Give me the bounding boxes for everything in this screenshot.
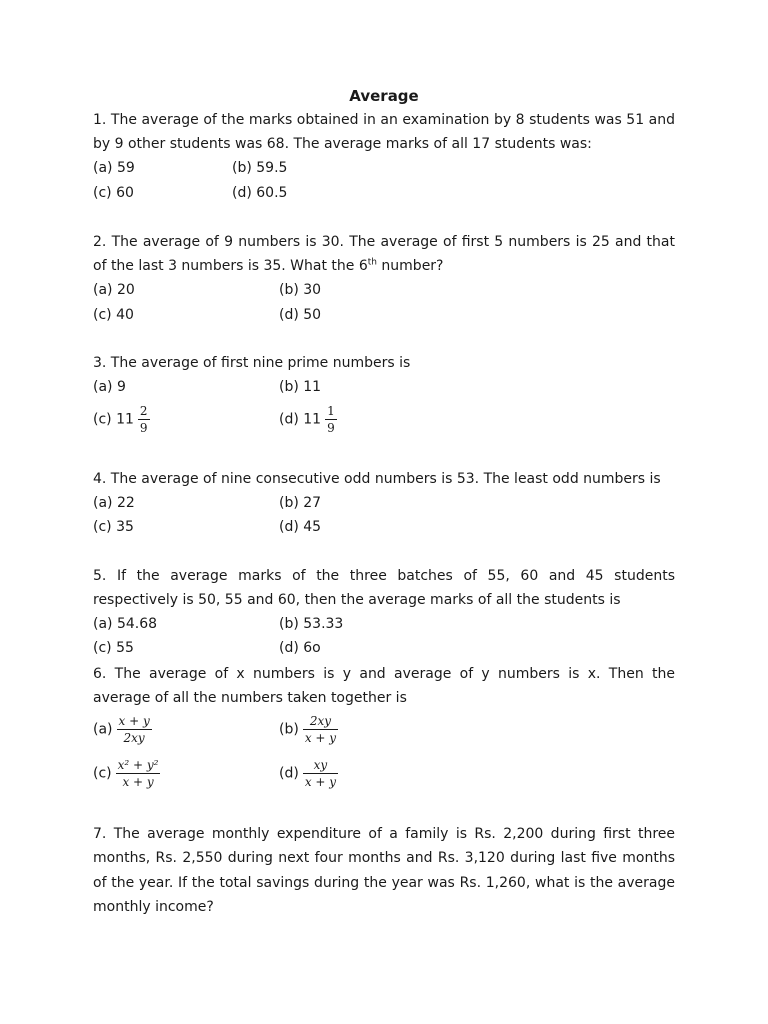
question-4-option-a: (a) 22 xyxy=(93,495,135,511)
fraction-numerator: 2 xyxy=(139,404,148,418)
page-title: Average xyxy=(349,87,419,105)
question-6-text: 6. The average of x numbers is y and average of y numbers is x. Then the average of all the numbers taken together is xyxy=(93,666,675,707)
question-6-option-a-fraction xyxy=(117,714,152,745)
question-3-option-d-fraction xyxy=(325,404,337,435)
question-6-option-b-label: (b) xyxy=(279,721,299,738)
fraction-numerator: xy xyxy=(303,758,338,774)
question-6-option-b-fraction xyxy=(303,714,338,745)
fraction-denominator: 9 xyxy=(139,421,148,435)
question-6-option-d xyxy=(279,758,338,789)
fraction-denominator: x + y xyxy=(304,775,337,789)
question-5-option-b: (b) 53.33 xyxy=(279,616,344,632)
question-5-option-a: (a) 54.68 xyxy=(93,616,158,632)
question-3-option-d-label: (d) 11 xyxy=(279,411,322,428)
question-2-superscript: th xyxy=(367,257,377,268)
question-6-option-b xyxy=(279,714,338,745)
question-6-option-a xyxy=(93,714,152,745)
question-3-option-d xyxy=(279,404,337,435)
question-2-text-after: number? xyxy=(376,258,444,275)
question-2-option-c: (c) 40 xyxy=(93,307,134,323)
question-4-text: 4. The average of nine consecutive odd numbers is 53. The least odd numbers is xyxy=(93,471,661,487)
question-1-option-d: (d) 60.5 xyxy=(232,185,288,201)
question-2-text-before: 2. The average of 9 numbers is 30. The average of first 5 numbers is 25 and that of the last 3 numbers is 35. What the 6 xyxy=(93,234,675,275)
question-4-option-d: (d) 45 xyxy=(279,519,322,535)
question-1-text: 1. The average of the marks obtained in an examination by 8 students was 51 and by 9 other students was 68. The average marks of all 17 students was: xyxy=(93,112,675,153)
question-6-option-d-label: (d) xyxy=(279,765,299,782)
question-5-text: 5. If the average marks of the three batches of 55, 60 and 45 students respectively is 50, 55 and 60, then the average marks of all the students is xyxy=(93,568,675,609)
question-3-option-c xyxy=(93,404,150,435)
question-6-option-c-fraction xyxy=(116,758,161,789)
fraction-numerator: 1 xyxy=(327,404,335,418)
question-3-option-c-fraction xyxy=(138,404,150,435)
fraction-denominator: 2xy xyxy=(123,731,145,745)
question-2-text xyxy=(93,230,675,279)
question-3-option-a: (a) 9 xyxy=(93,379,126,395)
question-5-option-d: (d) 6o xyxy=(279,640,321,656)
question-1-option-b: (b) 59.5 xyxy=(232,160,288,176)
question-1-option-c: (c) 60 xyxy=(93,185,134,201)
question-3-option-b: (b) 11 xyxy=(279,379,322,395)
question-5-option-c: (c) 55 xyxy=(93,640,134,656)
question-4-option-c: (c) 35 xyxy=(93,519,134,535)
fraction-numerator: x + y xyxy=(118,714,150,728)
question-6-option-c-label: (c) xyxy=(93,765,112,782)
question-1-option-a: (a) 59 xyxy=(93,160,135,176)
question-3-option-c-label: (c) 11 xyxy=(93,411,134,428)
question-2-option-d: (d) 50 xyxy=(279,307,322,323)
question-2-option-a: (a) 20 xyxy=(93,282,135,298)
fraction-numerator: x² + y² xyxy=(117,758,159,772)
question-2-option-b: (b) 30 xyxy=(279,282,322,298)
question-4-option-b: (b) 27 xyxy=(279,495,322,511)
question-3-text: 3. The average of first nine prime numbers is xyxy=(93,355,411,371)
question-7-text: 7. The average monthly expenditure of a family is Rs. 2,200 during first three months, Rs. 2,550 during next four months and Rs. 3,120 during last five months of the year. If the total savings during the year was Rs. 1,260, what is the average monthly income? xyxy=(93,826,675,916)
fraction-denominator: x + y xyxy=(122,775,154,789)
fraction-denominator: 9 xyxy=(327,421,335,435)
fraction-denominator: x + y xyxy=(304,731,337,745)
fraction-numerator: 2xy xyxy=(303,714,338,730)
question-6-option-c xyxy=(93,758,160,789)
question-6-option-a-label: (a) xyxy=(93,721,113,738)
question-6-option-d-fraction xyxy=(303,758,338,789)
